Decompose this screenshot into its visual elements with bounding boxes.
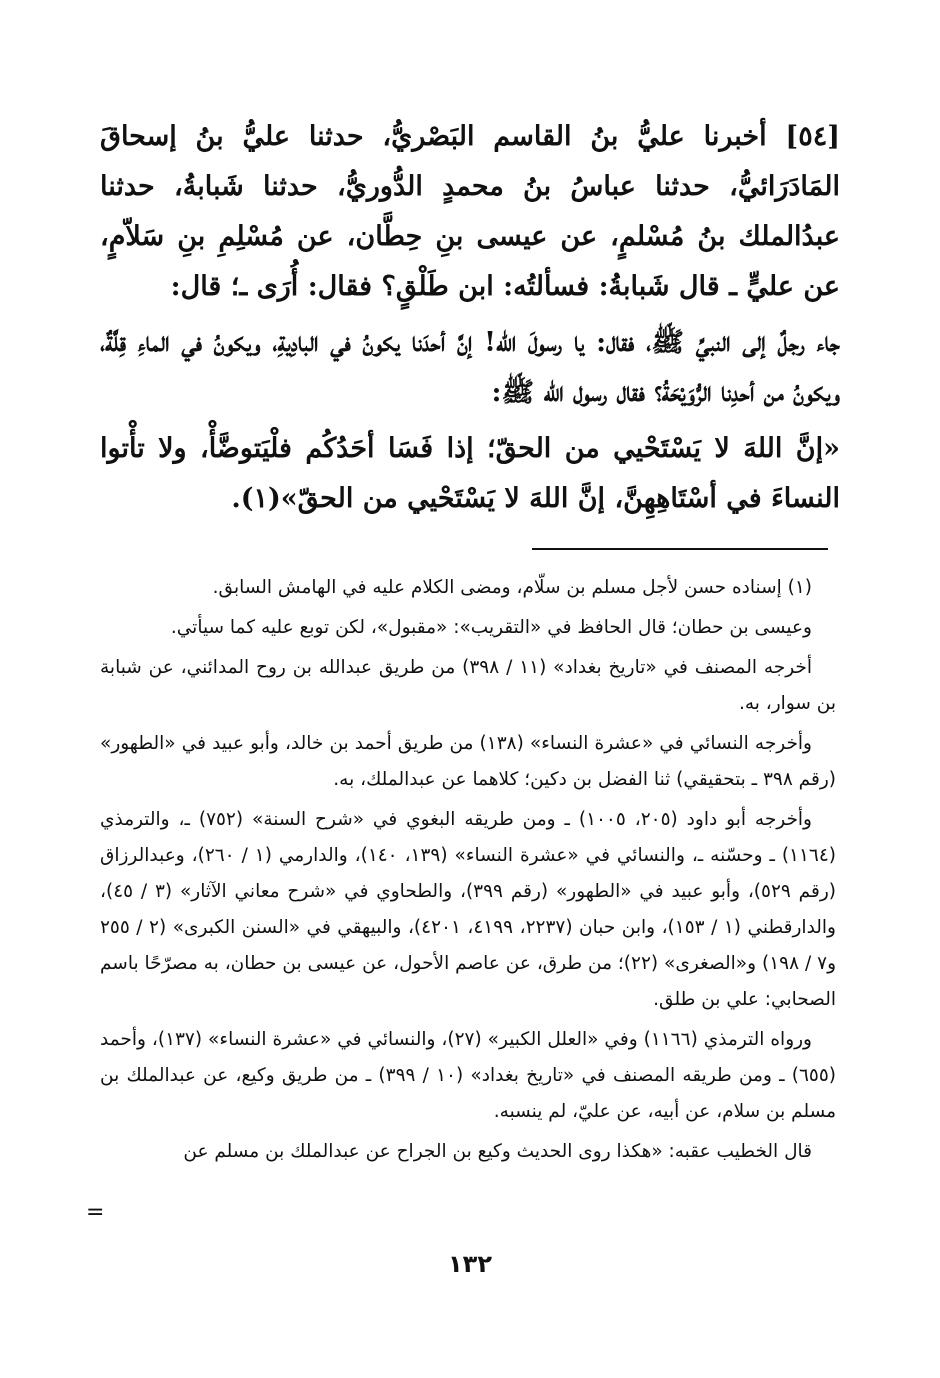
footnote-paragraph: ورواه الترمذي (١١٦٦) وفي «العلل الكبير» (٢٧)، والنسائي في «عشرة النساء» (١٣٧)، وأحمد (٦٥٥) ـ ومن طريقه المصنف في «تاريخ بغداد» (١٠ / ٣٩٩) ـ من طريق وكيع، عن عبدالملك بن مسلم بن سلام، عن أبيه، عن عليّ، لم ينسبه. (100, 1029, 836, 1122)
page-number: ١٣٢ (448, 1250, 492, 1278)
narration-paragraph: جاء رجلٌ إلى النبيِّ ﷺ، فقال: يا رسولَ الله! إنَّ أحدَنا يكونُ في البادِيةِ، ويكونُ في الماءِ قِلَّةٌ، ويكونُ من أحدِنا الرُّوَيْحَةُ؟ فقال رسول الله ﷺ: (100, 327, 840, 408)
main-text (100, 112, 840, 524)
footnote-paragraph: وأخرجه أبو داود (٢٠٥، ١٠٠٥) ـ ومن طريقه البغوي في «شرح السنة» (٧٥٢) ـ، والترمذي (١١٦٤) ـ وحسّنه ـ، والنسائي في «عشرة النساء» (١٣٩، ١٤٠)، والدارمي (١ / ٢٦٠)، وعبدالرزاق (رقم ٥٢٩)، وأبو عبيد في «الطهور» (رقم ٣٩٩)، والطحاوي في «شرح معاني الآثار» (٣ / ٤٥)، والدارقطني (١ / ١٥٣)، وابن حبان (٢٢٣٧، ٤١٩٩، ٤٢٠١)، والبيهقي في «السنن الكبرى» (٢ / ٢٥٥ و٧ / ١٩٨) و«الصغرى» (٢٢)؛ من طرق، عن عاصم الأحول، عن عيسى بن حطان، به مصرّحًا باسم الصحابي: علي بن طلق. (100, 809, 837, 1010)
footnote-paragraph: قال الخطيب عقبه: «هكذا روى الحديث وكيع بن الجراح عن عبدالملك بن مسلم عن (183, 1141, 812, 1162)
footnotes (100, 570, 836, 1174)
footnote-paragraph: أخرجه المصنف في «تاريخ بغداد» (١١ / ٣٩٨) من طريق عبدالله بن روح المدائني، عن شبابة بن سوار، به. (100, 657, 836, 714)
continuation-mark: = (86, 1200, 105, 1225)
footnote-1: (١) إسناده حسن لأجل مسلم بن سلّام، ومضى الكلام عليه في الهامش السابق. (212, 577, 812, 598)
isnad-paragraph: [٥٤] أخبرنا عليُّ بنُ القاسم البَصْريُّ، حدثنا عليُّ بنُ إسحاقَ المَادَرَائيُّ، حدثنا عباسُ بنُ محمدٍ الدُّوريُّ، حدثنا شَبابةُ، حدثنا عبدُالملك بنُ مُسْلمٍ، عن عيسى بنِ حِطَّان، عن مُسْلِمِ بنِ سَلاّمٍ، عن عليٍّ ـ قال شَبابةُ: فسألتُه: ابن طَلْقٍ؟ فقال: أُرَى ـ؛ قال: (100, 121, 840, 302)
footnote-separator (532, 548, 828, 550)
footnote-paragraph: وعيسى بن حطان؛ قال الحافظ في «التقريب»: «مقبول»، لكن توبع عليه كما سيأتي. (170, 617, 812, 638)
hadith-text: «إنَّ اللهَ لا يَسْتَحْيي من الحقّ؛ إذا فَسَا أحَدُكُم فلْيَتوضَّأْ، ولا تأْتوا النساءَ في أسْتَاهِهِنَّ، إنَّ اللهَ لا يَسْتَحْيي من الحقّ»(١). (100, 433, 840, 514)
footnote-paragraph: وأخرجه النسائي في «عشرة النساء» (١٣٨) من طريق أحمد بن خالد، وأبو عبيد في «الطهور» (رقم ٣٩٨ ـ بتحقيقي) ثنا الفضل بن دكين؛ كلاهما عن عبدالملك، به. (100, 733, 836, 790)
